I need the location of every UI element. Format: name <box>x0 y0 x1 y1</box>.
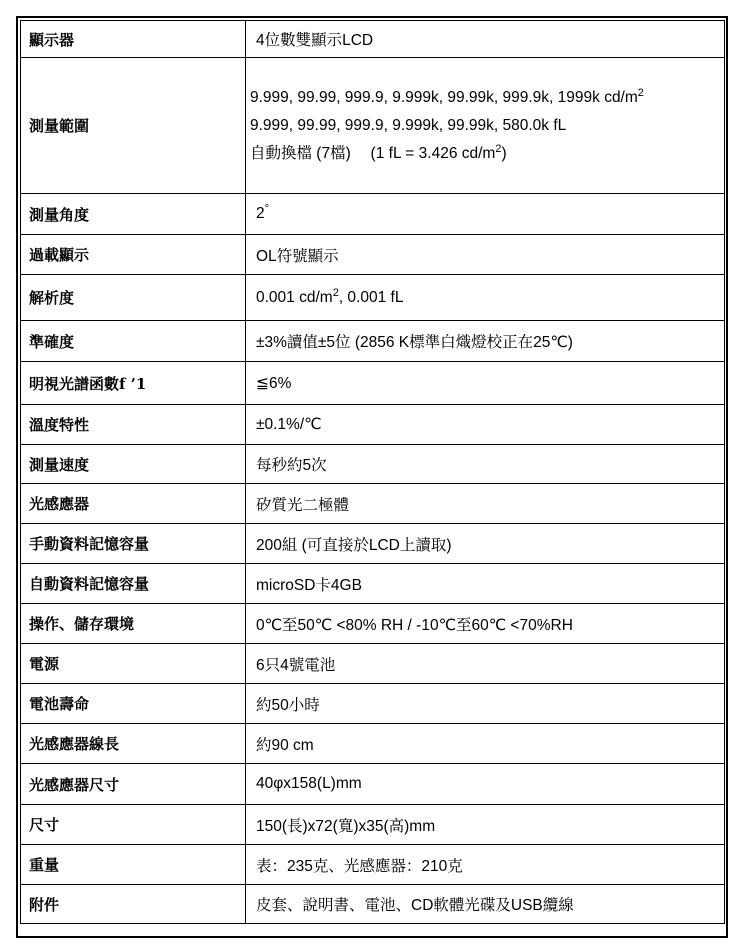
row-value: 矽質光二極體 <box>246 484 725 524</box>
table-row <box>21 684 725 724</box>
row-value: ±3%讀值±5位 (2856 K標準白熾燈校正在25℃) <box>246 321 725 362</box>
row-value: 40φx158(L)mm <box>246 764 725 805</box>
row-label: 顯示器 <box>21 21 246 58</box>
row-value: OL符號顯示 <box>246 235 725 275</box>
table-row <box>21 405 725 445</box>
row-value: 表：235克、光感應器：210克 <box>246 845 725 885</box>
table-row <box>21 235 725 275</box>
row-value: 4位數雙顯示LCD <box>246 21 725 58</box>
range-line-fl: 9.999, 99.99, 999.9, 9.999k, 99.99k, 580.0k fL <box>250 116 567 134</box>
row-value: 150(長)x72(寬)x35(高)mm <box>246 805 725 845</box>
row-label: 光感應器線長 <box>21 724 246 764</box>
table-row <box>21 445 725 484</box>
row-label: 操作、儲存環境 <box>21 604 246 644</box>
row-label: 附件 <box>21 885 246 924</box>
row-value: 2° <box>246 194 725 235</box>
row-value: 皮套、說明書、電池、CD軟體光碟及USB纜線 <box>246 885 725 924</box>
row-label: 測量速度 <box>21 445 246 484</box>
spec-table <box>20 20 725 924</box>
table-row <box>21 885 725 924</box>
table-row <box>21 604 725 644</box>
row-value-multiline <box>246 58 725 194</box>
row-label: 測量角度 <box>21 194 246 235</box>
table-row <box>21 724 725 764</box>
range-line-autorange: 自動換檔 (7檔) (1 fL = 3.426 $cd/m^2$) <box>250 142 507 162</box>
row-label: 電源 <box>21 644 246 684</box>
table-row <box>21 484 725 524</box>
row-label: 解析度 <box>21 275 246 321</box>
table-row <box>21 362 725 405</box>
row-label: 測量範圍 <box>21 58 246 194</box>
row-label: 手動資料記憶容量 <box>21 524 246 564</box>
row-value: ≦6% <box>246 362 725 405</box>
table-row <box>21 58 725 194</box>
row-label: 光感應器尺寸 <box>21 764 246 805</box>
row-value: 0.001 $cd/m^2$, 0.001 fL <box>246 275 725 321</box>
range-line-cdm2: 9.999, 99.99, 999.9, 9.999k, 99.99k, 999.9k, 1999k $cd/m^2$ <box>250 86 644 106</box>
row-label: 明視光譜函數f ’1 <box>21 362 246 405</box>
table-row <box>21 564 725 604</box>
row-value: 約90 cm <box>246 724 725 764</box>
table-row <box>21 524 725 564</box>
row-value: 0℃至50℃ <80% RH / -10℃至60℃ <70%RH <box>246 604 725 644</box>
table-row <box>21 21 725 58</box>
row-value: 6只4號電池 <box>246 644 725 684</box>
table-row <box>21 321 725 362</box>
row-value: 約50小時 <box>246 684 725 724</box>
row-label: 溫度特性 <box>21 405 246 445</box>
row-value: 200組 (可直接於LCD上讀取) <box>246 524 725 564</box>
table-row <box>21 764 725 805</box>
row-label: 重量 <box>21 845 246 885</box>
row-value: microSD卡4GB <box>246 564 725 604</box>
table-row <box>21 805 725 845</box>
table-row <box>21 194 725 235</box>
row-label: 光感應器 <box>21 484 246 524</box>
row-value: ±0.1%/℃ <box>246 405 725 445</box>
table-row <box>21 845 725 885</box>
row-value: 每秒約5次 <box>246 445 725 484</box>
row-label: 準確度 <box>21 321 246 362</box>
row-label: 尺寸 <box>21 805 246 845</box>
row-label: 自動資料記憶容量 <box>21 564 246 604</box>
row-label: 電池壽命 <box>21 684 246 724</box>
table-row <box>21 275 725 321</box>
table-row <box>21 644 725 684</box>
row-label: 過載顯示 <box>21 235 246 275</box>
